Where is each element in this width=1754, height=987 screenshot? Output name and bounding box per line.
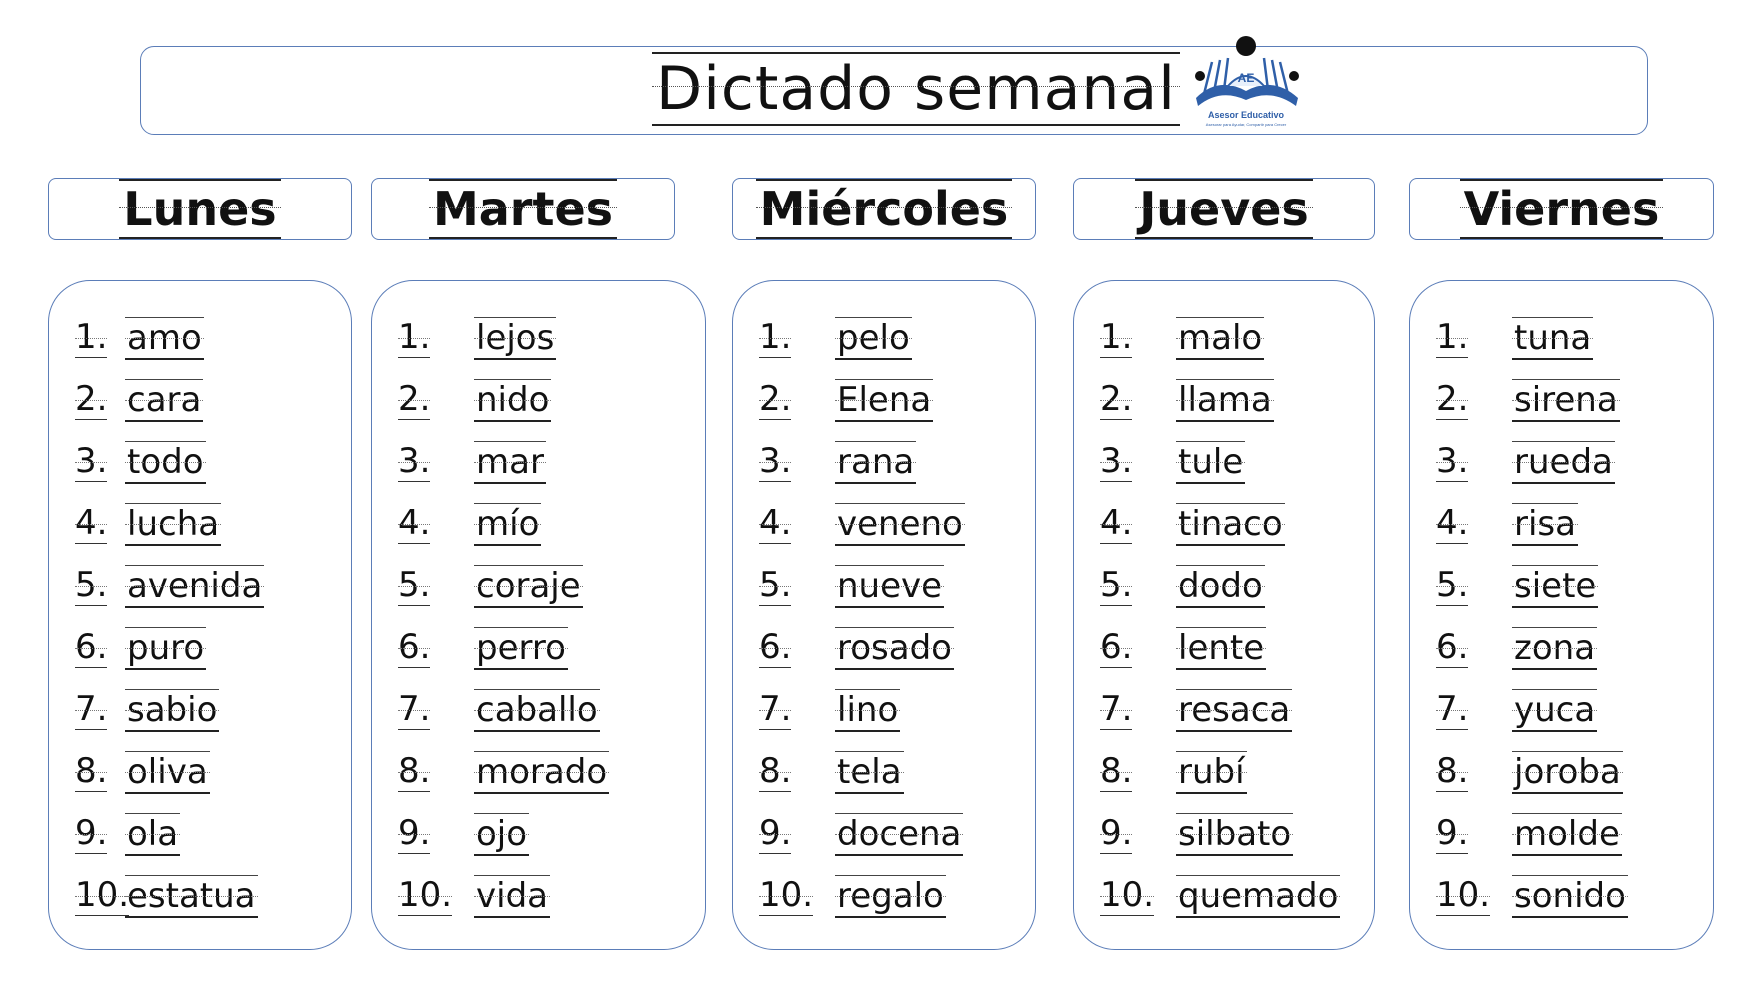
item-number: 7. [75,689,108,729]
item-number: 3. [1436,441,1469,481]
day-header-miercoles [732,178,1036,240]
logo-letters: AE [1237,71,1255,85]
list-item [49,875,351,925]
dictation-word: quemado [1178,876,1339,916]
list-item [49,813,351,863]
item-number: 1. [75,317,108,357]
list-item [372,627,705,677]
list-item [1410,441,1713,491]
dictation-word: resaca [1178,690,1291,730]
dictation-word: dodo [1178,566,1263,606]
item-number: 5. [75,565,108,605]
list-item [49,379,351,429]
list-item [733,751,1035,801]
word-list-lunes [48,280,352,950]
list-item [1074,503,1374,553]
day-header-jueves [1073,178,1375,240]
day-header-martes [371,178,675,240]
dictation-word: rana [837,442,915,482]
list-item [1074,441,1374,491]
page-title-text: Dictado semanal [652,52,1180,126]
dictation-word: estatua [127,876,256,916]
dictation-word: morado [476,752,608,792]
list-item [1410,565,1713,615]
item-number: 7. [1100,689,1133,729]
item-number: 7. [1436,689,1469,729]
dictation-word: rubí [1178,752,1245,792]
item-number: 3. [759,441,792,481]
list-item [49,627,351,677]
list-item [1410,503,1713,553]
list-item [1074,317,1374,367]
list-item [49,565,351,615]
item-number: 4. [398,503,431,543]
item-number: 8. [1436,751,1469,791]
item-number: 10. [398,875,453,915]
item-number: 6. [1100,627,1133,667]
dictation-word: cara [127,380,202,420]
day-header-viernes [1409,178,1714,240]
item-number: 6. [398,627,431,667]
list-item [733,813,1035,863]
dictation-word: rosado [837,628,952,668]
dictation-word: tela [837,752,902,792]
list-item [1410,379,1713,429]
day-label-viernes: Viernes [1460,179,1664,239]
dictation-word: tuna [1514,318,1592,358]
list-item [733,565,1035,615]
dictation-word: joroba [1514,752,1621,792]
day-label-jueves: Jueves [1135,179,1313,239]
item-number: 1. [1436,317,1469,357]
list-item [1410,875,1713,925]
word-list-miercoles [732,280,1036,950]
item-number: 9. [398,813,431,853]
dictation-word: tinaco [1178,504,1283,544]
list-item [372,317,705,367]
asesor-educativo-logo [1188,36,1308,128]
item-number: 3. [75,441,108,481]
dictation-word: vida [476,876,548,916]
list-item [49,751,351,801]
list-item [733,441,1035,491]
dictation-word: sonido [1514,876,1626,916]
list-item [1410,689,1713,739]
list-item [733,689,1035,739]
dictation-word: amo [127,318,202,358]
list-item [1074,627,1374,677]
list-item [1410,751,1713,801]
item-number: 6. [75,627,108,667]
dictation-word: caballo [476,690,598,730]
dictation-word: zona [1514,628,1596,668]
item-number: 8. [1100,751,1133,791]
word-list-viernes [1409,280,1714,950]
day-label-miercoles: Miércoles [756,179,1013,239]
list-item [1074,875,1374,925]
dictation-word: rueda [1514,442,1613,482]
item-number: 5. [398,565,431,605]
logo-tagline: Asesorar para Ayudar, Compartir para Crecer [1205,122,1287,127]
list-item [372,875,705,925]
list-item [372,565,705,615]
dictation-word: ojo [476,814,528,854]
list-item [733,875,1035,925]
list-item [1410,627,1713,677]
dictation-word: todo [127,442,204,482]
item-number: 10. [75,875,130,915]
item-number: 4. [1436,503,1469,543]
item-number: 1. [398,317,431,357]
word-list-jueves [1073,280,1375,950]
dictation-word: lente [1178,628,1265,668]
item-number: 3. [398,441,431,481]
item-number: 9. [75,813,108,853]
list-item [49,503,351,553]
logo-name: Asesor Educativo [1207,110,1285,120]
dictation-word: nido [476,380,550,420]
item-number: 2. [75,379,108,419]
item-number: 10. [1436,875,1491,915]
dictation-word: pelo [837,318,910,358]
dictation-word: siete [1514,566,1597,606]
list-item [1074,813,1374,863]
list-item [1074,565,1374,615]
item-number: 10. [759,875,814,915]
list-item [733,317,1035,367]
list-item [372,441,705,491]
list-item [1074,689,1374,739]
dictation-word: sirena [1514,380,1618,420]
dictation-word: mar [476,442,544,482]
dictation-word: Elena [837,380,932,420]
dictation-word: lejos [476,318,555,358]
item-number: 1. [1100,317,1133,357]
item-number: 9. [1100,813,1133,853]
item-number: 1. [759,317,792,357]
day-header-lunes [48,178,352,240]
item-number: 7. [398,689,431,729]
dictation-word: risa [1514,504,1576,544]
day-label-martes: Martes [429,179,617,239]
list-item [49,441,351,491]
dictation-word: nueve [837,566,943,606]
item-number: 5. [759,565,792,605]
item-number: 2. [759,379,792,419]
item-number: 9. [759,813,792,853]
list-item [1410,813,1713,863]
dictation-word: lucha [127,504,220,544]
dictation-word: oliva [127,752,208,792]
list-item [733,379,1035,429]
item-number: 9. [1436,813,1469,853]
dictation-word: tule [1178,442,1244,482]
list-item [1074,379,1374,429]
dictation-word: veneno [837,504,963,544]
item-number: 5. [1100,565,1133,605]
item-number: 2. [1436,379,1469,419]
item-number: 8. [759,751,792,791]
dictation-word: regalo [837,876,944,916]
page-title [652,52,1180,126]
list-item [372,751,705,801]
dictation-word: ola [127,814,179,854]
item-number: 2. [398,379,431,419]
item-number: 4. [759,503,792,543]
list-item [733,503,1035,553]
day-label-lunes: Lunes [119,179,280,239]
list-item [372,689,705,739]
list-item [372,379,705,429]
dictation-word: llama [1178,380,1272,420]
dictation-word: avenida [127,566,263,606]
item-number: 8. [75,751,108,791]
item-number: 4. [1100,503,1133,543]
list-item [1074,751,1374,801]
dictation-word: puro [127,628,205,668]
item-number: 6. [759,627,792,667]
dictation-word: silbato [1178,814,1292,854]
word-list-martes [371,280,706,950]
dictation-word: molde [1514,814,1620,854]
item-number: 8. [398,751,431,791]
list-item [372,813,705,863]
item-number: 4. [75,503,108,543]
dictation-word: mío [476,504,540,544]
item-number: 3. [1100,441,1133,481]
dictation-word: yuca [1514,690,1596,730]
list-item [49,689,351,739]
dictation-word: perro [476,628,566,668]
item-number: 10. [1100,875,1155,915]
dictation-word: malo [1178,318,1263,358]
dictation-word: coraje [476,566,581,606]
item-number: 6. [1436,627,1469,667]
list-item [733,627,1035,677]
item-number: 2. [1100,379,1133,419]
dictation-word: lino [837,690,899,730]
list-item [1410,317,1713,367]
list-item [49,317,351,367]
item-number: 7. [759,689,792,729]
item-number: 5. [1436,565,1469,605]
dictation-word: docena [837,814,962,854]
list-item [372,503,705,553]
dictation-word: sabio [127,690,218,730]
